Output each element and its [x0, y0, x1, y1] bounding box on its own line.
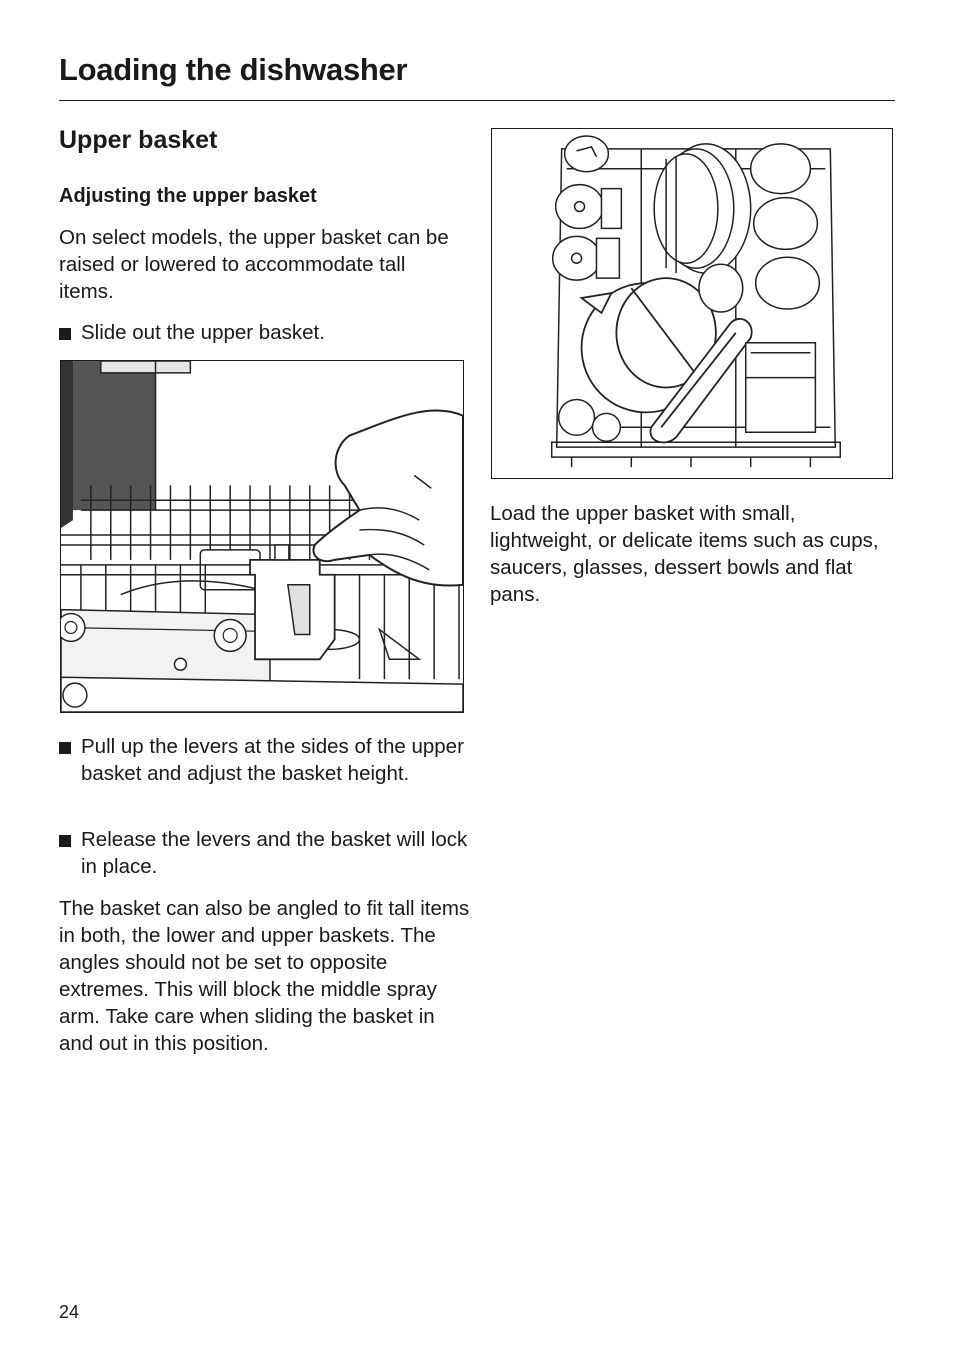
page-title: Loading the dishwasher [59, 52, 408, 87]
loaded-basket-drawing [492, 129, 892, 478]
step-item [59, 319, 469, 346]
load-note-paragraph: Load the upper basket with small, lightweight, or delicate items such as cups, saucers, glasses, dessert bowls and flat pans. [490, 502, 879, 606]
title-divider [59, 100, 895, 101]
bullet-square-icon [59, 328, 71, 340]
step-text: Release the levers and the basket will lock in place. [81, 828, 468, 878]
step-item [59, 826, 469, 880]
subsection-heading: Adjusting the upper basket [59, 185, 317, 207]
step-item [59, 733, 469, 787]
page-number: 24 [59, 1302, 80, 1322]
bullet-square-icon [59, 742, 71, 754]
section-heading: Upper basket [59, 126, 218, 154]
basket-lever-drawing [61, 361, 463, 712]
loaded-basket-illustration [491, 128, 893, 479]
step-text: Pull up the levers at the sides of the upper basket and adjust the basket height. [81, 735, 464, 785]
basket-lever-illustration [60, 360, 464, 713]
intro-paragraph: On select models, the upper basket can be raised or lowered to accommodate tall items. [59, 226, 449, 303]
angle-note-paragraph: The basket can also be angled to fit tall items in both, the lower and upper baskets. The angles should not be set to opposite extremes. This will block the middle spray arm. Take care when sliding the basket in and out in this position. [59, 897, 470, 1055]
step-text: Slide out the upper basket. [81, 321, 325, 344]
bullet-square-icon [59, 835, 71, 847]
